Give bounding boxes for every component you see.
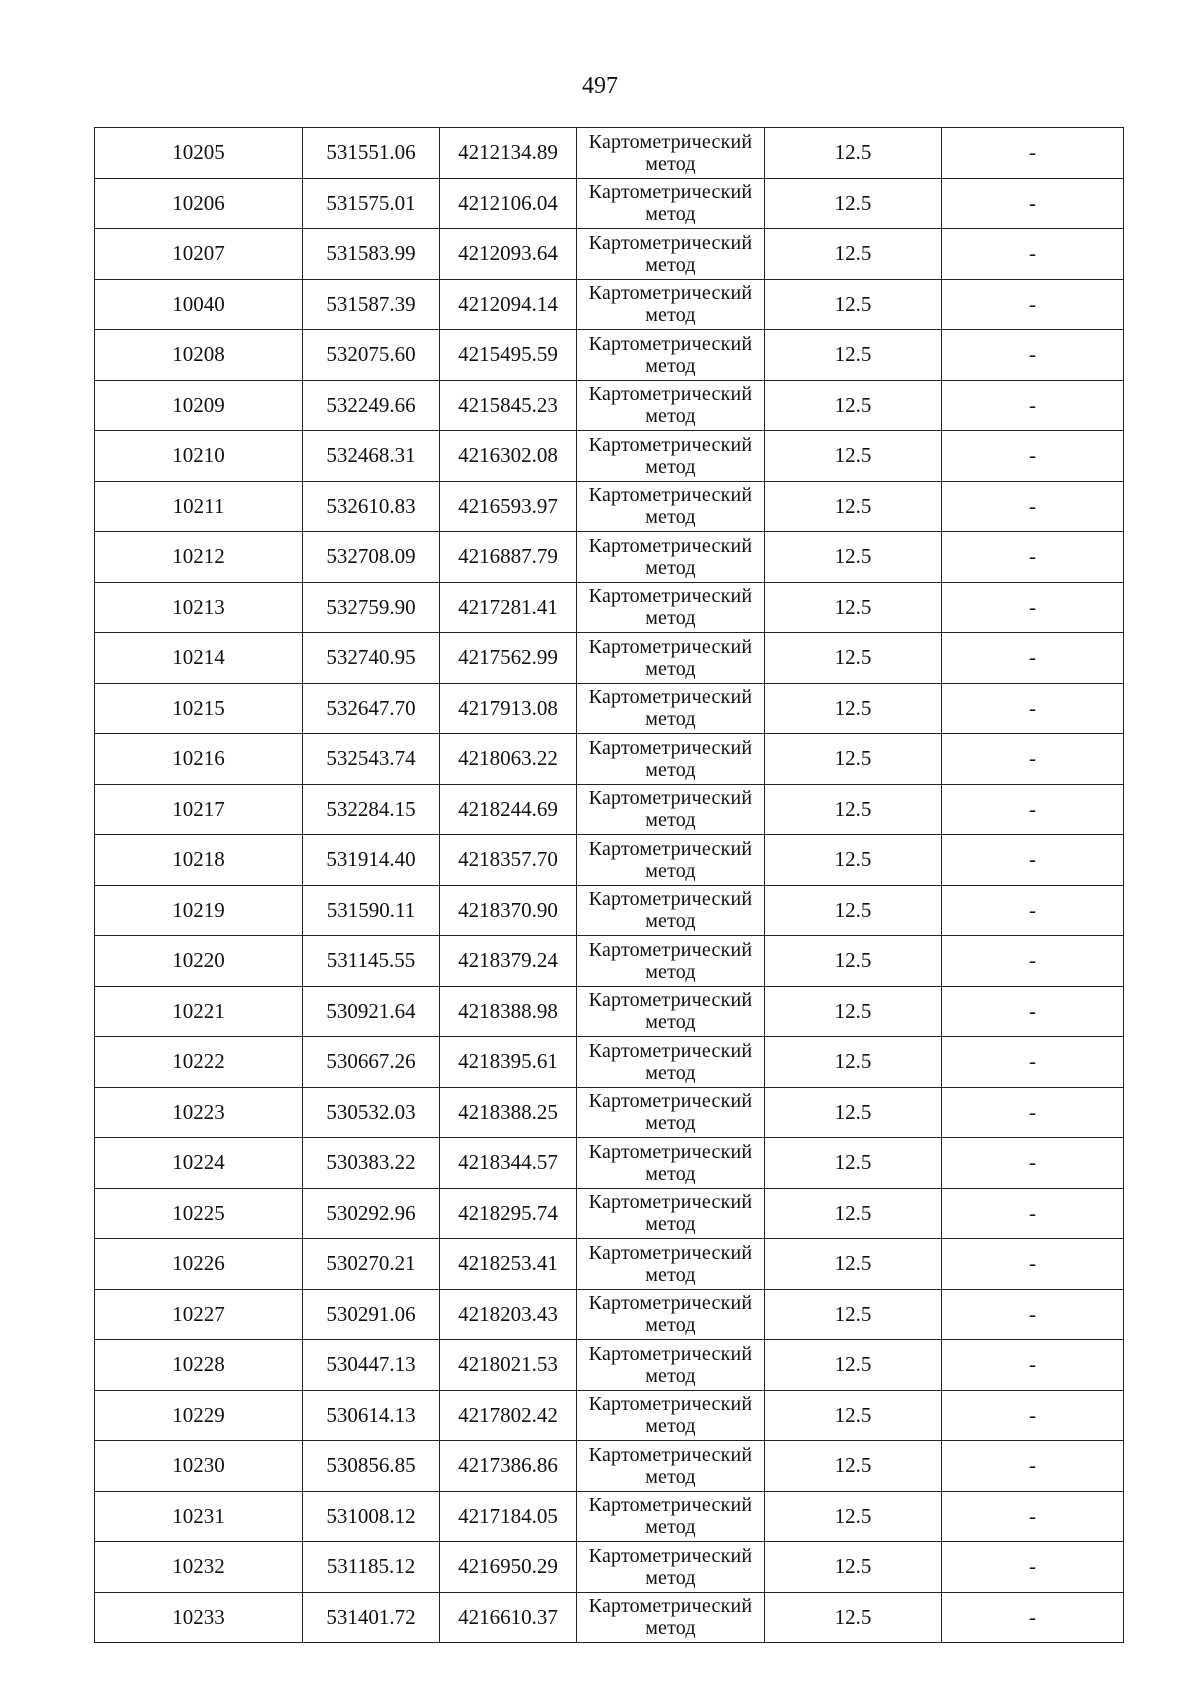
table-row (95, 1239, 1124, 1290)
y-coordinate-cell: 4217281.41 (440, 582, 577, 633)
accuracy-cell: 12.5 (765, 279, 942, 330)
method-line-2: метод (645, 1566, 696, 1589)
page-number: 497 (582, 73, 618, 99)
coordinates-table (94, 127, 1124, 1643)
method-line-2: метод (645, 1617, 696, 1640)
method-line-1: Картометрический (588, 736, 753, 759)
method-line-2: метод (645, 354, 696, 377)
accuracy-cell: 12.5 (765, 128, 942, 179)
table-row (95, 178, 1124, 229)
note-cell: - (942, 178, 1124, 229)
table-row (95, 1441, 1124, 1492)
accuracy-cell: 12.5 (765, 1138, 942, 1189)
method-cell (577, 835, 765, 886)
accuracy-cell: 12.5 (765, 683, 942, 734)
accuracy-cell: 12.5 (765, 1037, 942, 1088)
x-coordinate-cell: 530856.85 (303, 1441, 440, 1492)
accuracy-cell: 12.5 (765, 330, 942, 381)
method-line-1: Картометрический (588, 332, 753, 355)
table-row (95, 1138, 1124, 1189)
point-id-cell: 10226 (95, 1239, 303, 1290)
note-cell: - (942, 229, 1124, 280)
point-id-cell: 10218 (95, 835, 303, 886)
method-cell (577, 229, 765, 280)
note-cell: - (942, 330, 1124, 381)
method-line-1: Картометрический (588, 989, 753, 1012)
note-cell: - (942, 1592, 1124, 1643)
method-line-1: Картометрический (588, 1039, 753, 1062)
x-coordinate-cell: 532468.31 (303, 431, 440, 482)
y-coordinate-cell: 4217184.05 (440, 1491, 577, 1542)
x-coordinate-cell: 530292.96 (303, 1188, 440, 1239)
accuracy-cell: 12.5 (765, 431, 942, 482)
method-line-2: метод (645, 253, 696, 276)
method-cell (577, 986, 765, 1037)
accuracy-cell: 12.5 (765, 1441, 942, 1492)
x-coordinate-cell: 530614.13 (303, 1390, 440, 1441)
accuracy-cell: 12.5 (765, 1390, 942, 1441)
x-coordinate-cell: 530383.22 (303, 1138, 440, 1189)
method-cell (577, 481, 765, 532)
note-cell: - (942, 1542, 1124, 1593)
method-cell (577, 683, 765, 734)
table-row (95, 279, 1124, 330)
y-coordinate-cell: 4218295.74 (440, 1188, 577, 1239)
note-cell: - (942, 784, 1124, 835)
method-cell (577, 734, 765, 785)
method-cell (577, 1239, 765, 1290)
method-line-2: метод (645, 1364, 696, 1387)
method-cell (577, 633, 765, 684)
method-line-2: метод (645, 1112, 696, 1135)
method-line-1: Картометрический (588, 787, 753, 810)
point-id-cell: 10227 (95, 1289, 303, 1340)
y-coordinate-cell: 4216887.79 (440, 532, 577, 583)
method-line-2: метод (645, 758, 696, 781)
y-coordinate-cell: 4218253.41 (440, 1239, 577, 1290)
y-coordinate-cell: 4218388.98 (440, 986, 577, 1037)
accuracy-cell: 12.5 (765, 885, 942, 936)
method-line-2: метод (645, 455, 696, 478)
method-cell (577, 1289, 765, 1340)
accuracy-cell: 12.5 (765, 380, 942, 431)
note-cell: - (942, 1491, 1124, 1542)
table-row (95, 1037, 1124, 1088)
y-coordinate-cell: 4218370.90 (440, 885, 577, 936)
accuracy-cell: 12.5 (765, 178, 942, 229)
point-id-cell: 10229 (95, 1390, 303, 1441)
y-coordinate-cell: 4218244.69 (440, 784, 577, 835)
method-line-2: метод (645, 203, 696, 226)
point-id-cell: 10232 (95, 1542, 303, 1593)
point-id-cell: 10210 (95, 431, 303, 482)
note-cell: - (942, 734, 1124, 785)
method-cell (577, 1188, 765, 1239)
y-coordinate-cell: 4215495.59 (440, 330, 577, 381)
method-line-2: метод (645, 910, 696, 933)
point-id-cell: 10214 (95, 633, 303, 684)
method-cell (577, 1592, 765, 1643)
accuracy-cell: 12.5 (765, 1188, 942, 1239)
x-coordinate-cell: 531401.72 (303, 1592, 440, 1643)
note-cell: - (942, 986, 1124, 1037)
method-line-2: метод (645, 657, 696, 680)
x-coordinate-cell: 532740.95 (303, 633, 440, 684)
table-row (95, 936, 1124, 987)
point-id-cell: 10208 (95, 330, 303, 381)
y-coordinate-cell: 4217913.08 (440, 683, 577, 734)
accuracy-cell: 12.5 (765, 633, 942, 684)
note-cell: - (942, 380, 1124, 431)
method-line-2: метод (645, 1263, 696, 1286)
x-coordinate-cell: 531583.99 (303, 229, 440, 280)
method-line-1: Картометрический (588, 1292, 753, 1315)
x-coordinate-cell: 532543.74 (303, 734, 440, 785)
method-line-2: метод (645, 960, 696, 983)
table-row (95, 1289, 1124, 1340)
table-row (95, 683, 1124, 734)
method-line-2: метод (645, 152, 696, 175)
method-line-2: метод (645, 1011, 696, 1034)
y-coordinate-cell: 4217802.42 (440, 1390, 577, 1441)
y-coordinate-cell: 4212093.64 (440, 229, 577, 280)
method-line-1: Картометрический (588, 1342, 753, 1365)
x-coordinate-cell: 531145.55 (303, 936, 440, 987)
accuracy-cell: 12.5 (765, 1289, 942, 1340)
y-coordinate-cell: 4212094.14 (440, 279, 577, 330)
y-coordinate-cell: 4216950.29 (440, 1542, 577, 1593)
note-cell: - (942, 1087, 1124, 1138)
x-coordinate-cell: 532647.70 (303, 683, 440, 734)
method-line-2: метод (645, 506, 696, 529)
method-cell (577, 1542, 765, 1593)
note-cell: - (942, 582, 1124, 633)
method-cell (577, 1491, 765, 1542)
table-row (95, 1340, 1124, 1391)
note-cell: - (942, 1138, 1124, 1189)
method-cell (577, 1138, 765, 1189)
method-cell (577, 582, 765, 633)
method-line-1: Картометрический (588, 1393, 753, 1416)
method-cell (577, 431, 765, 482)
method-line-2: метод (645, 405, 696, 428)
note-cell: - (942, 1390, 1124, 1441)
point-id-cell: 10228 (95, 1340, 303, 1391)
accuracy-cell: 12.5 (765, 229, 942, 280)
accuracy-cell: 12.5 (765, 784, 942, 835)
method-line-1: Картометрический (588, 837, 753, 860)
table-row (95, 330, 1124, 381)
x-coordinate-cell: 531008.12 (303, 1491, 440, 1542)
x-coordinate-cell: 532075.60 (303, 330, 440, 381)
method-cell (577, 1390, 765, 1441)
method-cell (577, 380, 765, 431)
method-line-1: Картометрический (588, 1443, 753, 1466)
method-line-1: Картометрический (588, 938, 753, 961)
method-line-2: метод (645, 1415, 696, 1438)
accuracy-cell: 12.5 (765, 1087, 942, 1138)
x-coordinate-cell: 531551.06 (303, 128, 440, 179)
y-coordinate-cell: 4216302.08 (440, 431, 577, 482)
accuracy-cell: 12.5 (765, 532, 942, 583)
point-id-cell: 10206 (95, 178, 303, 229)
point-id-cell: 10213 (95, 582, 303, 633)
x-coordinate-cell: 532284.15 (303, 784, 440, 835)
note-cell: - (942, 835, 1124, 886)
accuracy-cell: 12.5 (765, 1239, 942, 1290)
method-line-2: метод (645, 859, 696, 882)
note-cell: - (942, 1289, 1124, 1340)
method-line-2: метод (645, 1465, 696, 1488)
method-line-1: Картометрический (588, 1191, 753, 1214)
y-coordinate-cell: 4217386.86 (440, 1441, 577, 1492)
y-coordinate-cell: 4218379.24 (440, 936, 577, 987)
method-line-1: Картометрический (588, 1544, 753, 1567)
table-row (95, 885, 1124, 936)
method-line-1: Картометрический (588, 1595, 753, 1618)
note-cell: - (942, 885, 1124, 936)
note-cell: - (942, 936, 1124, 987)
method-line-1: Картометрический (588, 130, 753, 153)
method-cell (577, 784, 765, 835)
method-cell (577, 885, 765, 936)
accuracy-cell: 12.5 (765, 582, 942, 633)
method-cell (577, 279, 765, 330)
point-id-cell: 10223 (95, 1087, 303, 1138)
x-coordinate-cell: 530270.21 (303, 1239, 440, 1290)
note-cell: - (942, 1340, 1124, 1391)
point-id-cell: 10222 (95, 1037, 303, 1088)
y-coordinate-cell: 4218388.25 (440, 1087, 577, 1138)
point-id-cell: 10220 (95, 936, 303, 987)
accuracy-cell: 12.5 (765, 481, 942, 532)
x-coordinate-cell: 530667.26 (303, 1037, 440, 1088)
y-coordinate-cell: 4217562.99 (440, 633, 577, 684)
point-id-cell: 10219 (95, 885, 303, 936)
method-line-2: метод (645, 1516, 696, 1539)
point-id-cell: 10217 (95, 784, 303, 835)
note-cell: - (942, 128, 1124, 179)
method-line-1: Картометрический (588, 1140, 753, 1163)
table-row (95, 431, 1124, 482)
accuracy-cell: 12.5 (765, 1542, 942, 1593)
accuracy-cell: 12.5 (765, 986, 942, 1037)
table-row (95, 1390, 1124, 1441)
note-cell: - (942, 1441, 1124, 1492)
point-id-cell: 10040 (95, 279, 303, 330)
method-line-1: Картометрический (588, 635, 753, 658)
method-line-2: метод (645, 1061, 696, 1084)
y-coordinate-cell: 4218063.22 (440, 734, 577, 785)
table-row (95, 734, 1124, 785)
table-row (95, 986, 1124, 1037)
point-id-cell: 10205 (95, 128, 303, 179)
note-cell: - (942, 532, 1124, 583)
table-row (95, 229, 1124, 280)
point-id-cell: 10221 (95, 986, 303, 1037)
x-coordinate-cell: 531914.40 (303, 835, 440, 886)
y-coordinate-cell: 4216610.37 (440, 1592, 577, 1643)
table-row (95, 1188, 1124, 1239)
table-row (95, 1542, 1124, 1593)
accuracy-cell: 12.5 (765, 936, 942, 987)
method-line-2: метод (645, 708, 696, 731)
y-coordinate-cell: 4218344.57 (440, 1138, 577, 1189)
x-coordinate-cell: 531575.01 (303, 178, 440, 229)
y-coordinate-cell: 4218203.43 (440, 1289, 577, 1340)
note-cell: - (942, 633, 1124, 684)
method-line-1: Картометрический (588, 484, 753, 507)
accuracy-cell: 12.5 (765, 734, 942, 785)
table-row (95, 128, 1124, 179)
point-id-cell: 10207 (95, 229, 303, 280)
method-line-1: Картометрический (588, 686, 753, 709)
table-row (95, 532, 1124, 583)
y-coordinate-cell: 4216593.97 (440, 481, 577, 532)
x-coordinate-cell: 531590.11 (303, 885, 440, 936)
point-id-cell: 10215 (95, 683, 303, 734)
y-coordinate-cell: 4218021.53 (440, 1340, 577, 1391)
method-cell (577, 1087, 765, 1138)
table-row (95, 1592, 1124, 1643)
x-coordinate-cell: 531185.12 (303, 1542, 440, 1593)
point-id-cell: 10212 (95, 532, 303, 583)
method-line-1: Картометрический (588, 231, 753, 254)
method-line-1: Картометрический (588, 383, 753, 406)
method-line-1: Картометрический (588, 1090, 753, 1113)
method-line-1: Картометрический (588, 888, 753, 911)
accuracy-cell: 12.5 (765, 1340, 942, 1391)
table-row (95, 481, 1124, 532)
method-cell (577, 936, 765, 987)
method-line-2: метод (645, 1213, 696, 1236)
method-cell (577, 532, 765, 583)
x-coordinate-cell: 530447.13 (303, 1340, 440, 1391)
y-coordinate-cell: 4218357.70 (440, 835, 577, 886)
x-coordinate-cell: 531587.39 (303, 279, 440, 330)
method-line-1: Картометрический (588, 282, 753, 305)
point-id-cell: 10225 (95, 1188, 303, 1239)
method-line-2: метод (645, 1314, 696, 1337)
x-coordinate-cell: 530291.06 (303, 1289, 440, 1340)
method-cell (577, 1441, 765, 1492)
table-row (95, 633, 1124, 684)
method-cell (577, 178, 765, 229)
y-coordinate-cell: 4218395.61 (440, 1037, 577, 1088)
y-coordinate-cell: 4212106.04 (440, 178, 577, 229)
method-line-1: Картометрический (588, 534, 753, 557)
method-line-2: метод (645, 809, 696, 832)
x-coordinate-cell: 532249.66 (303, 380, 440, 431)
note-cell: - (942, 1239, 1124, 1290)
point-id-cell: 10230 (95, 1441, 303, 1492)
method-line-1: Картометрический (588, 1494, 753, 1517)
point-id-cell: 10216 (95, 734, 303, 785)
y-coordinate-cell: 4215845.23 (440, 380, 577, 431)
method-cell (577, 1037, 765, 1088)
accuracy-cell: 12.5 (765, 1592, 942, 1643)
x-coordinate-cell: 530921.64 (303, 986, 440, 1037)
method-cell (577, 128, 765, 179)
note-cell: - (942, 481, 1124, 532)
note-cell: - (942, 279, 1124, 330)
accuracy-cell: 12.5 (765, 835, 942, 886)
point-id-cell: 10209 (95, 380, 303, 431)
table-row (95, 1087, 1124, 1138)
method-cell (577, 330, 765, 381)
method-line-2: метод (645, 304, 696, 327)
table-row (95, 582, 1124, 633)
method-line-1: Картометрический (588, 433, 753, 456)
method-line-1: Картометрический (588, 181, 753, 204)
method-line-1: Картометрический (588, 585, 753, 608)
note-cell: - (942, 1037, 1124, 1088)
point-id-cell: 10233 (95, 1592, 303, 1643)
x-coordinate-cell: 532759.90 (303, 582, 440, 633)
x-coordinate-cell: 532610.83 (303, 481, 440, 532)
note-cell: - (942, 431, 1124, 482)
method-line-1: Картометрический (588, 1241, 753, 1264)
table-row (95, 784, 1124, 835)
point-id-cell: 10211 (95, 481, 303, 532)
method-line-2: метод (645, 1162, 696, 1185)
method-line-2: метод (645, 607, 696, 630)
method-line-2: метод (645, 556, 696, 579)
point-id-cell: 10224 (95, 1138, 303, 1189)
y-coordinate-cell: 4212134.89 (440, 128, 577, 179)
point-id-cell: 10231 (95, 1491, 303, 1542)
table-row (95, 835, 1124, 886)
x-coordinate-cell: 532708.09 (303, 532, 440, 583)
note-cell: - (942, 1188, 1124, 1239)
x-coordinate-cell: 530532.03 (303, 1087, 440, 1138)
coordinates-table-body (95, 128, 1124, 1643)
accuracy-cell: 12.5 (765, 1491, 942, 1542)
note-cell: - (942, 683, 1124, 734)
table-row (95, 1491, 1124, 1542)
method-cell (577, 1340, 765, 1391)
table-row (95, 380, 1124, 431)
